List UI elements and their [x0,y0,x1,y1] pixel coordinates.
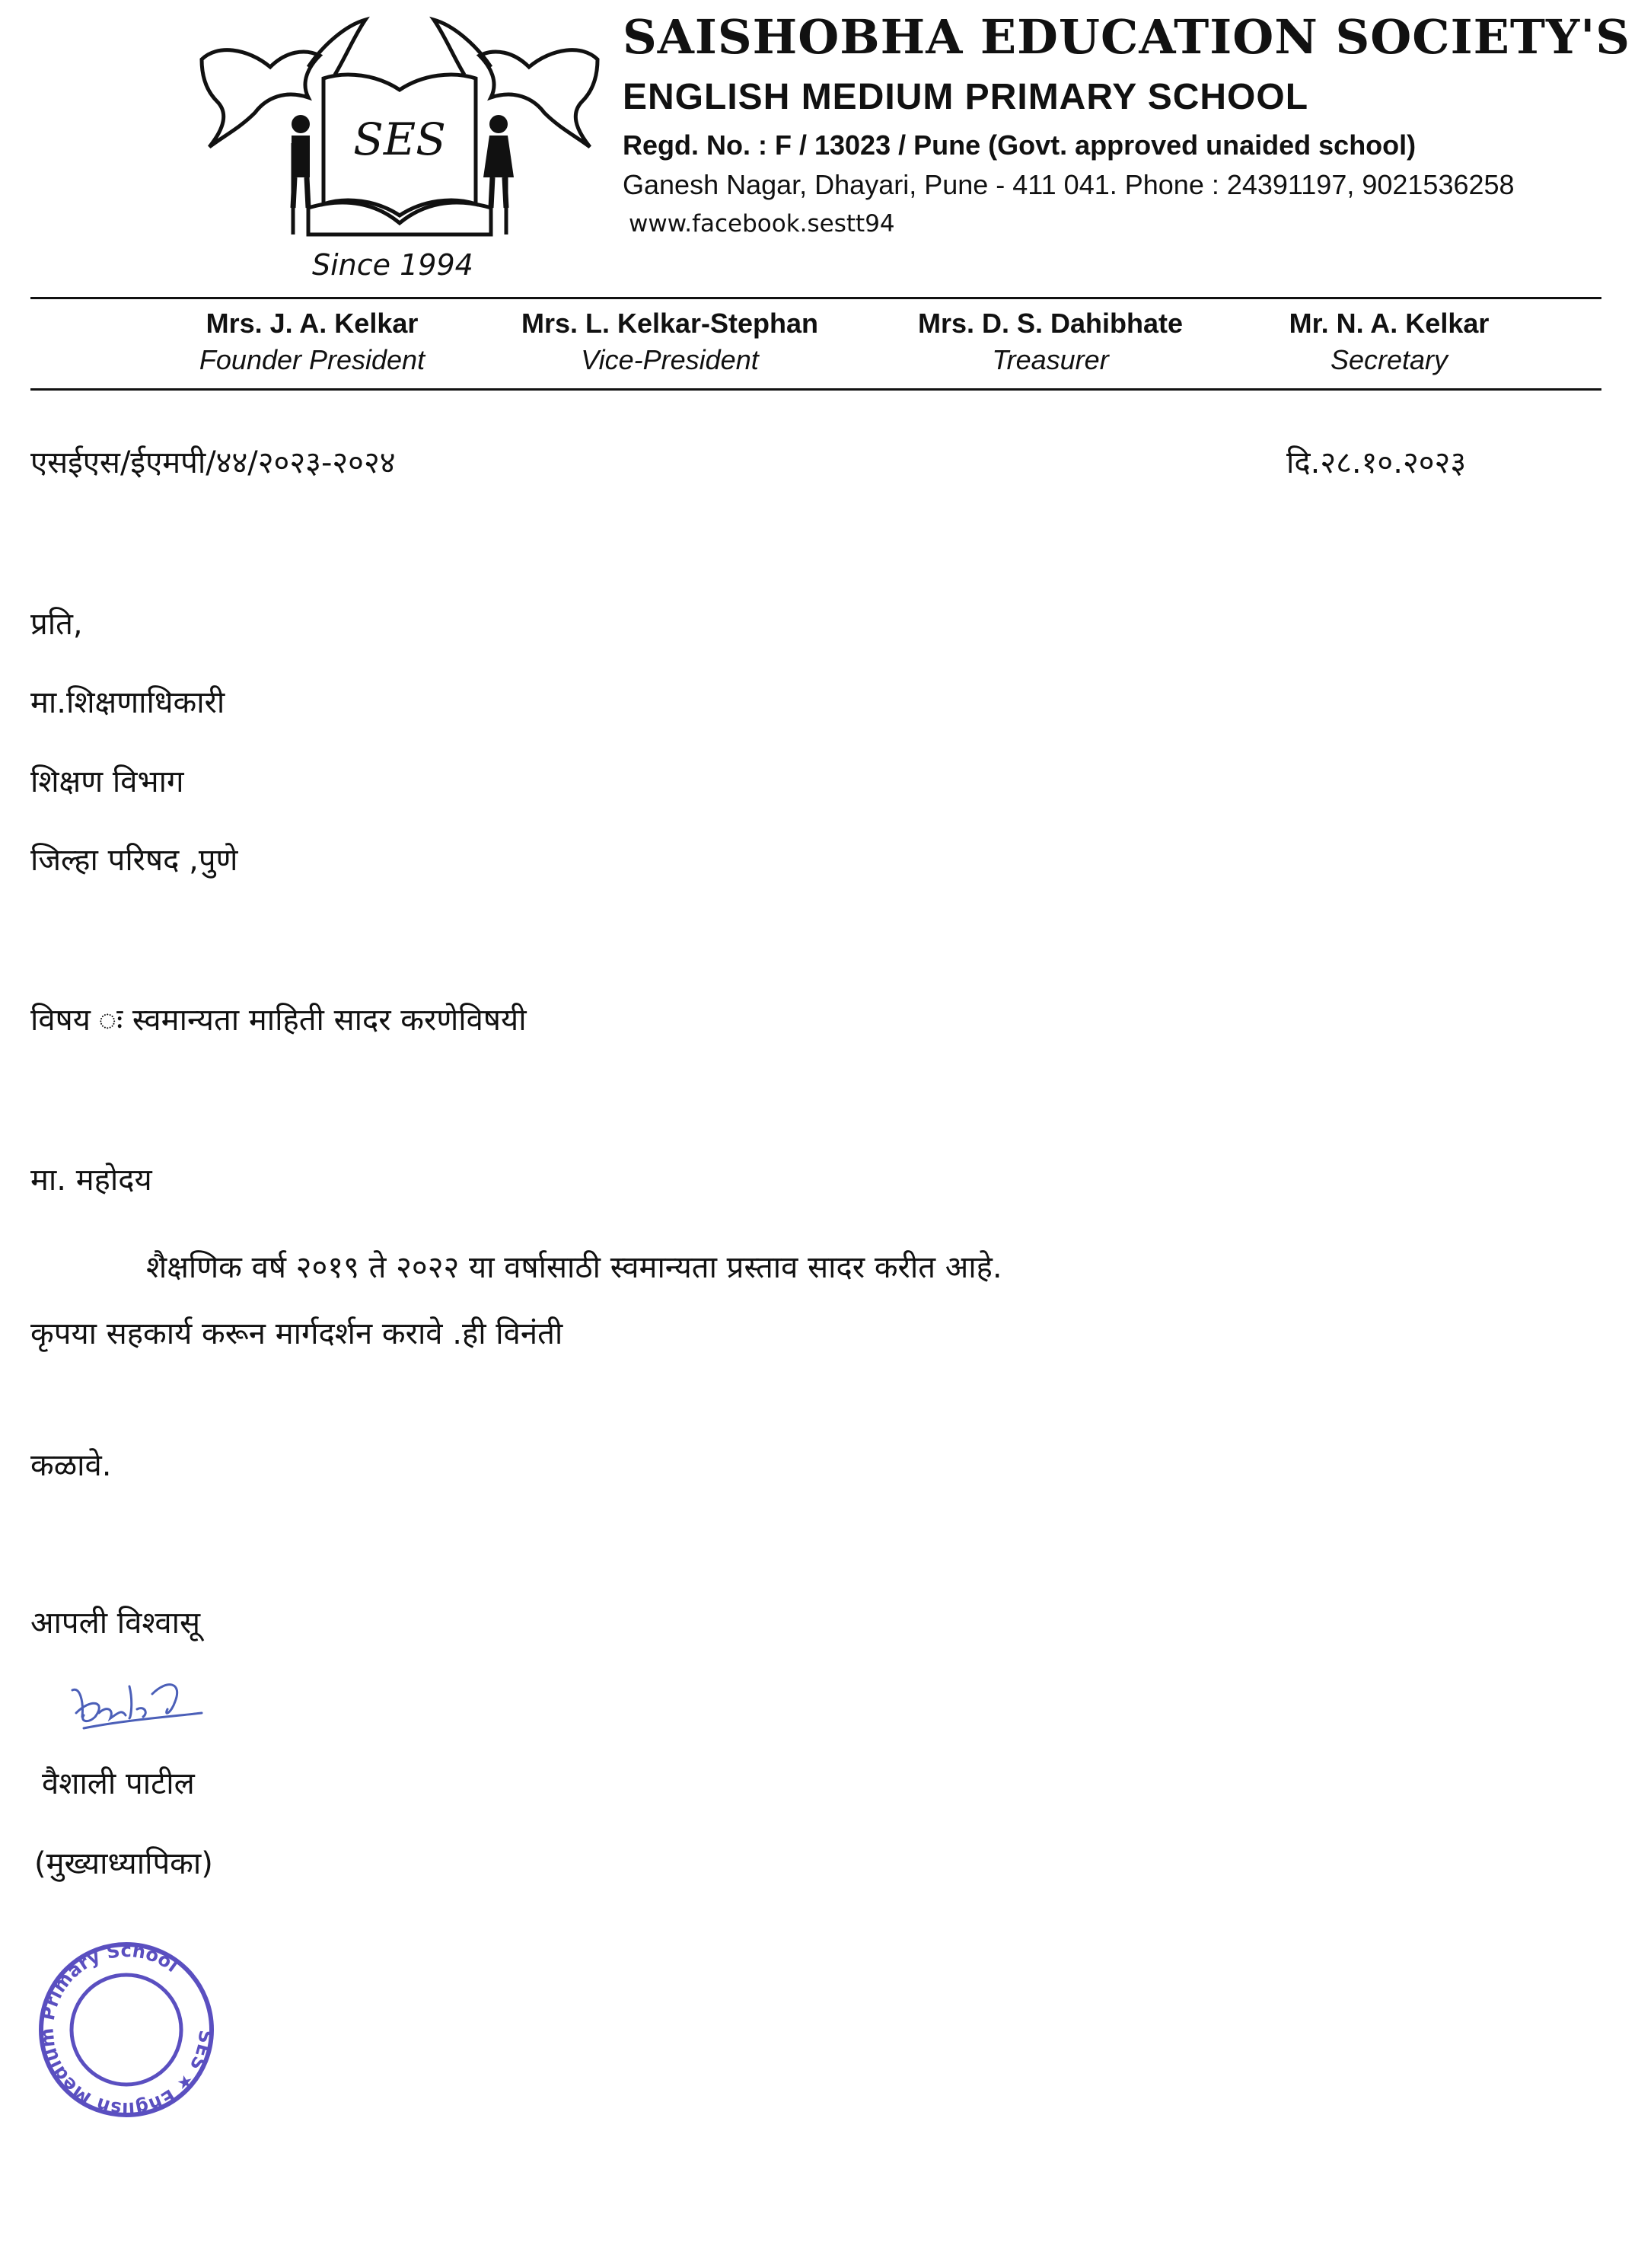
stamp-text: SES ★ English Medium Primary School [36,1939,217,2120]
body-line-2: कृपया सहकार्य करून मार्गदर्शन करावे .ही विनंती [30,1316,563,1351]
signatory-name: वैशाली पाटील [42,1766,195,1801]
officer-name: Mrs. J. A. Kelkar [206,308,419,339]
school-address: Ganesh Nagar, Dhayari, Pune - 411 041. Phone : 24391197, 9021536258 [623,169,1515,200]
since-year: Since 1994 [312,248,473,282]
school-stamp [30,1938,222,2122]
officer-vice-president [502,308,837,376]
officer-role: Founder President [199,344,425,375]
officer-treasurer [898,308,1203,376]
school-name: ENGLISH MEDIUM PRIMARY SCHOOL [623,77,1309,117]
subject-line: विषय ः स्वमान्यता माहिती सादर करणेविषयी [30,1003,527,1038]
recipient-line-1: मा.शिक्षणाधिकारी [30,685,225,720]
officer-secretary [1264,308,1515,376]
society-name: SAISHOBHA EDUCATION SOCIETY'S [623,9,1631,65]
officer-name: Mrs. D. S. Dahibhate [917,308,1184,339]
body-line-1: शैक्षणिक वर्ष २०१९ ते २०२२ या वर्षासाठी स्वमान्यता प्रस्ताव सादर करीत आहे. [146,1250,1002,1285]
svg-text:SES ★ English Medium Primary S [36,1940,216,2120]
school-logo [194,14,605,276]
to-label: प्रति, [30,607,83,642]
header-divider-top [30,297,1601,299]
officer-founder [175,308,449,376]
header-divider-bottom [30,388,1601,391]
officer-name: Mr. N. A. Kelkar [1289,308,1490,339]
recipient-line-2: शिक्षण विभाग [30,764,184,799]
recipient-line-3: जिल्हा परिषद ,पुणे [30,843,238,878]
body-line-3: कळावे. [30,1448,112,1483]
registration-number: Regd. No. : F / 13023 / Pune (Govt. approved unaided school) [623,129,1417,161]
officer-role: Secretary [1330,344,1448,375]
signatory-title: (मुख्याध्यापिका) [34,1846,213,1881]
signature [61,1671,213,1743]
officer-name: Mrs. L. Kelkar-Stephan [521,308,819,339]
closing: आपली विश्वासू [30,1606,201,1641]
salutation: मा. महोदय [30,1163,152,1198]
officer-role: Treasurer [992,344,1109,375]
letter-date: दि.२८.१०.२०२३ [1286,445,1467,480]
officer-role: Vice-President [581,344,759,375]
reference-number: एसईएस/ईएमपी/४४/२०२३-२०२४ [30,445,396,480]
school-website: www.facebook.sestt94 [629,210,895,238]
logo-monogram: SES [353,113,446,165]
